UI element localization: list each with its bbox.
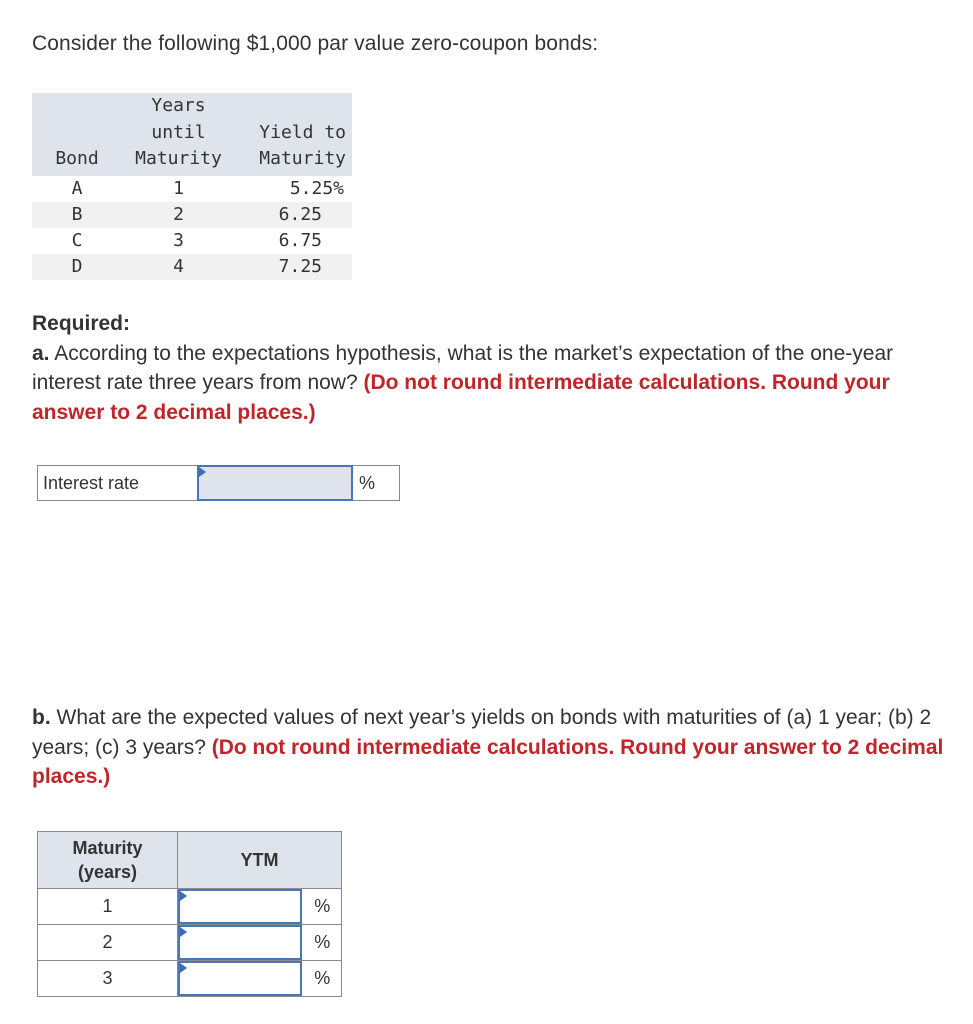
percent-unit: %: [353, 465, 400, 501]
bond-cell: B: [32, 202, 122, 228]
ytm-input-1[interactable]: [178, 889, 302, 924]
part-a-body: According to the expectations hypothesis, what is the market’s expectation of the one-year interest rate three years from now?: [32, 341, 894, 394]
percent-unit: %: [304, 889, 342, 925]
part-b-body: What are the expected values of next year’s yields on bonds with maturities of (a) 1 year; (b) 2 years; (c) 3 years?: [32, 706, 932, 759]
part-b-label: b.: [32, 706, 51, 729]
maturity-cell: 1: [38, 889, 178, 925]
part-a-instruction: (Do not round intermediate calculations. Round your answer to 2 decimal places.): [32, 371, 890, 424]
ytm-cell: 7.25: [235, 254, 352, 280]
percent-unit: %: [304, 925, 342, 961]
header-yield-to-maturity: Yield to Maturity: [235, 93, 352, 176]
input-marker-icon: [180, 963, 187, 973]
maturity-cell: 2: [38, 925, 178, 961]
input-marker-icon: [180, 891, 187, 901]
table-row: [32, 228, 352, 254]
ytm-table-header: [38, 832, 342, 889]
years-cell: 1: [122, 176, 235, 202]
header-years-until-maturity: Years until Maturity: [122, 93, 235, 176]
bond-table-header: [32, 93, 352, 176]
years-cell: 4: [122, 254, 235, 280]
ytm-input-cell: [178, 961, 304, 997]
years-cell: 3: [122, 228, 235, 254]
ytm-cell: 5.25%: [235, 176, 352, 202]
intro-text: Consider the following $1,000 par value zero-coupon bonds:: [32, 32, 599, 55]
ytm-input-2[interactable]: [178, 925, 302, 960]
header-maturity-years: Maturity (years): [38, 832, 178, 889]
table-row: [38, 961, 342, 997]
input-marker-icon: [180, 927, 187, 937]
bond-table: [32, 93, 352, 280]
ytm-input-3[interactable]: [178, 961, 302, 996]
ytm-input-cell: [178, 889, 304, 925]
percent-unit: %: [304, 961, 342, 997]
table-row: [38, 889, 342, 925]
part-b-instruction: (Do not round intermediate calculations. Round your answer to 2 decimal places.): [32, 735, 944, 788]
interest-rate-label: Interest rate: [37, 465, 197, 501]
ytm-cell: 6.75: [235, 228, 352, 254]
part-b-question: [32, 703, 962, 792]
interest-rate-input[interactable]: [197, 465, 353, 501]
table-row: [32, 176, 352, 202]
interest-rate-answer-row: [37, 465, 400, 501]
required-heading: Required:: [32, 312, 131, 335]
years-cell: 2: [122, 202, 235, 228]
maturity-cell: 3: [38, 961, 178, 997]
ytm-answer-table: [37, 831, 342, 997]
bond-cell: A: [32, 176, 122, 202]
input-marker-icon: [199, 467, 206, 477]
part-a-question: [32, 309, 952, 427]
header-ytm: YTM: [178, 832, 342, 889]
part-a-text: [32, 339, 952, 428]
table-row: [38, 925, 342, 961]
table-row: [32, 202, 352, 228]
table-row: [32, 254, 352, 280]
bond-cell: D: [32, 254, 122, 280]
bond-cell: C: [32, 228, 122, 254]
ytm-cell: 6.25: [235, 202, 352, 228]
header-bond: Bond: [32, 93, 122, 176]
part-a-label: a.: [32, 341, 50, 365]
ytm-input-cell: [178, 925, 304, 961]
